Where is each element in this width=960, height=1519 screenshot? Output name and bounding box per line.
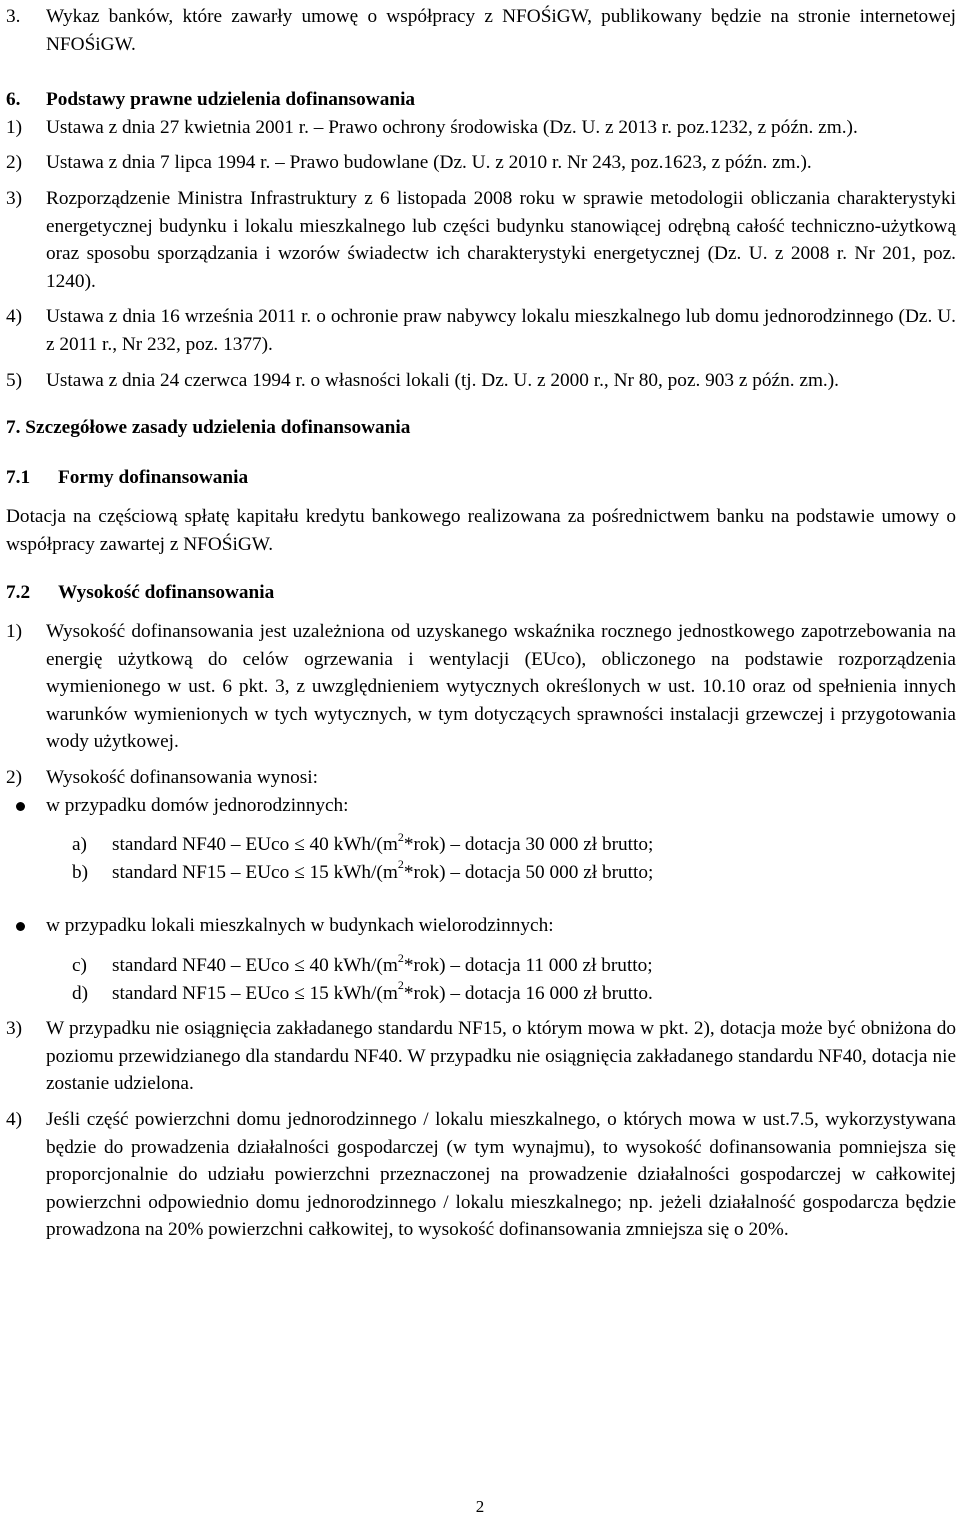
sub-text: standard NF40 – EUco ≤ 40 kWh/$(m^2*rok)$ – dotacja 11 000 zł brutto; xyxy=(112,950,653,977)
list-text: Wysokość dofinansowania jest uzależniona od uzyskanego wskaźnika rocznego jednostkowego zapotrzebowania na energię użytkową do celów ogrzewania i wentylacji (EUco), obliczonego na podstawie rozporządzenia wymienionego w ust. 6 pkt. 3, z uwzględnieniem wytycznych określonych w ust. 10.10 oraz od spełnienia innych warunków wymienionych w tych wytycznych, w tym dotyczących sprawności instalacji grzewczej i przygotowania wody użytkowej. xyxy=(46,621,956,753)
bullet-text: w przypadku lokali mieszkalnych w budynkach wielorodzinnych: xyxy=(46,915,554,937)
funding-item xyxy=(6,618,956,756)
funding-item xyxy=(6,1015,956,1098)
list-text: Ustawa z dnia 24 czerwca 1994 r. o własności lokali (tj. Dz. U. z 2000 r., Nr 80, poz. 903 z późn. zm.). xyxy=(46,369,839,391)
section-number: 6. xyxy=(6,89,21,111)
bullet-item xyxy=(6,792,956,820)
subsection-title: Wysokość dofinansowania xyxy=(58,581,275,603)
funding-item xyxy=(6,764,956,792)
bullet-text: w przypadku domów jednorodzinnych: xyxy=(46,794,349,816)
list-number: 3) xyxy=(6,1018,23,1040)
list-text: Rozporządzenie Ministra Infrastruktury z 6 listopada 2008 roku w sprawie metodologii obliczania charakterystyki energetycznej budynku i lokalu mieszkalnego lub części budynku stanowiącej odrębną całość techniczno-użytkową oraz sposobu sporządzania i wzorów świadectw ich charakterystyki energetycznej (Dz. U. z 2008 r. Nr 201, poz. 1240). xyxy=(46,187,956,292)
section-6-heading xyxy=(6,86,956,114)
list-number: 2) xyxy=(6,152,23,174)
list-number: 4) xyxy=(6,1109,23,1130)
subsection-7-2-heading xyxy=(6,579,956,607)
sub-letter: b) xyxy=(72,861,89,883)
list-number: 2) xyxy=(6,767,23,789)
subsection-number: 7.2 xyxy=(6,581,31,603)
sub-letter: d) xyxy=(72,982,89,1004)
list-number: 1) xyxy=(6,116,23,138)
bullet-item xyxy=(6,912,956,940)
subsection-title: Formy dofinansowania xyxy=(58,466,249,488)
sub-list xyxy=(72,831,956,886)
legal-basis-item xyxy=(6,367,956,395)
sub-text: standard NF15 – EUco ≤ 15 kWh/$(m^2*rok)$ – dotacja 16 000 zł brutto. xyxy=(112,978,653,1004)
list-number: 3) xyxy=(6,187,23,209)
list-text: Wysokość dofinansowania wynosi: xyxy=(46,767,318,789)
subsection-7-1-heading xyxy=(6,464,956,492)
list-text: Ustawa z dnia 16 września 2011 r. o ochronie praw nabywcy lokalu mieszkalnego lub domu jednorodzinnego (Dz. U. z 2011 r., Nr 232, poz. 1377). xyxy=(46,306,956,355)
section-7-heading: 7. Szczegółowe zasady udzielenia dofinansowania xyxy=(6,417,411,439)
sub-list-item xyxy=(72,859,956,887)
sub-list-item xyxy=(72,980,956,1008)
list-text: Ustawa z dnia 27 kwietnia 2001 r. – Prawo ochrony środowiska (Dz. U. z 2013 r. poz.1232, z późn. zm.). xyxy=(46,116,858,138)
list-number: 5) xyxy=(6,369,23,391)
section-title: Podstawy prawne udzielenia dofinansowania xyxy=(46,89,416,111)
list-text: Wykaz banków, które zawarły umowę o współpracy z NFOŚiGW, publikowany będzie na stronie internetowej NFOŚiGW. xyxy=(46,6,956,55)
list-number: 4) xyxy=(6,306,23,328)
sub-text: standard NF40 – EUco ≤ 40 kWh/$(m^2*rok)$ – dotacja 30 000 zł brutto; xyxy=(112,829,654,856)
list-number: 3. xyxy=(6,6,21,27)
subsection-7-1-text: Dotacja na częściową spłatę kapitału kredytu bankowego realizowana za pośrednictwem banku na podstawie umowy o współpracy zawartej z NFOŚiGW. xyxy=(6,506,956,555)
legal-basis-item xyxy=(6,114,956,142)
subsection-number: 7.1 xyxy=(6,466,31,488)
page-number: 2 xyxy=(475,1497,485,1516)
legal-basis-item xyxy=(6,185,956,295)
document-page xyxy=(6,3,956,1244)
list-text: Jeśli część powierzchni domu jednorodzinnego / lokalu mieszkalnego, o których mowa w ust.7.5, wykorzystywana będzie do prowadzenia działalności gospodarczej (w tym wynajmu), to wysokość dofinansowania pomniejsza się proporcjonalnie do udziału powierzchni przeznaczonej na prowadzenie działalności gospodarczej w całkowitej powierzchni odpowiednio domu jednorodzinnego / lokalu mieszkalnego; np. jeżeli działalność gospodarcza będzie prowadzona na 20% powierzchni całkowitej, to wysokość dofinansowania zmniejsza się o 20%. xyxy=(46,1109,956,1241)
list-text: W przypadku nie osiągnięcia zakładanego standardu NF15, o którym mowa w pkt. 2), dotacja może być obniżona do poziomu przewidzianego dla standardu NF40. W przypadku nie osiągnięcia zakładanego standardu NF40, dotacja nie zostanie udzielona. xyxy=(46,1018,956,1095)
list-number: 1) xyxy=(6,621,23,643)
legal-basis-item xyxy=(6,303,956,358)
sub-list-item xyxy=(72,831,956,859)
sub-letter: a) xyxy=(72,834,87,856)
list-text: Ustawa z dnia 7 lipca 1994 r. – Prawo budowlane (Dz. U. z 2010 r. Nr 243, poz.1623, z późn. zm.). xyxy=(46,152,812,174)
intro-list-item xyxy=(6,3,956,58)
sub-list-item xyxy=(72,952,956,980)
sub-text: standard NF15 – EUco ≤ 15 kWh/$(m^2*rok)$ – dotacja 50 000 zł brutto; xyxy=(112,857,654,883)
sub-list xyxy=(72,952,956,1007)
sub-letter: c) xyxy=(72,955,87,977)
funding-item xyxy=(6,1106,956,1244)
legal-basis-item xyxy=(6,149,956,177)
